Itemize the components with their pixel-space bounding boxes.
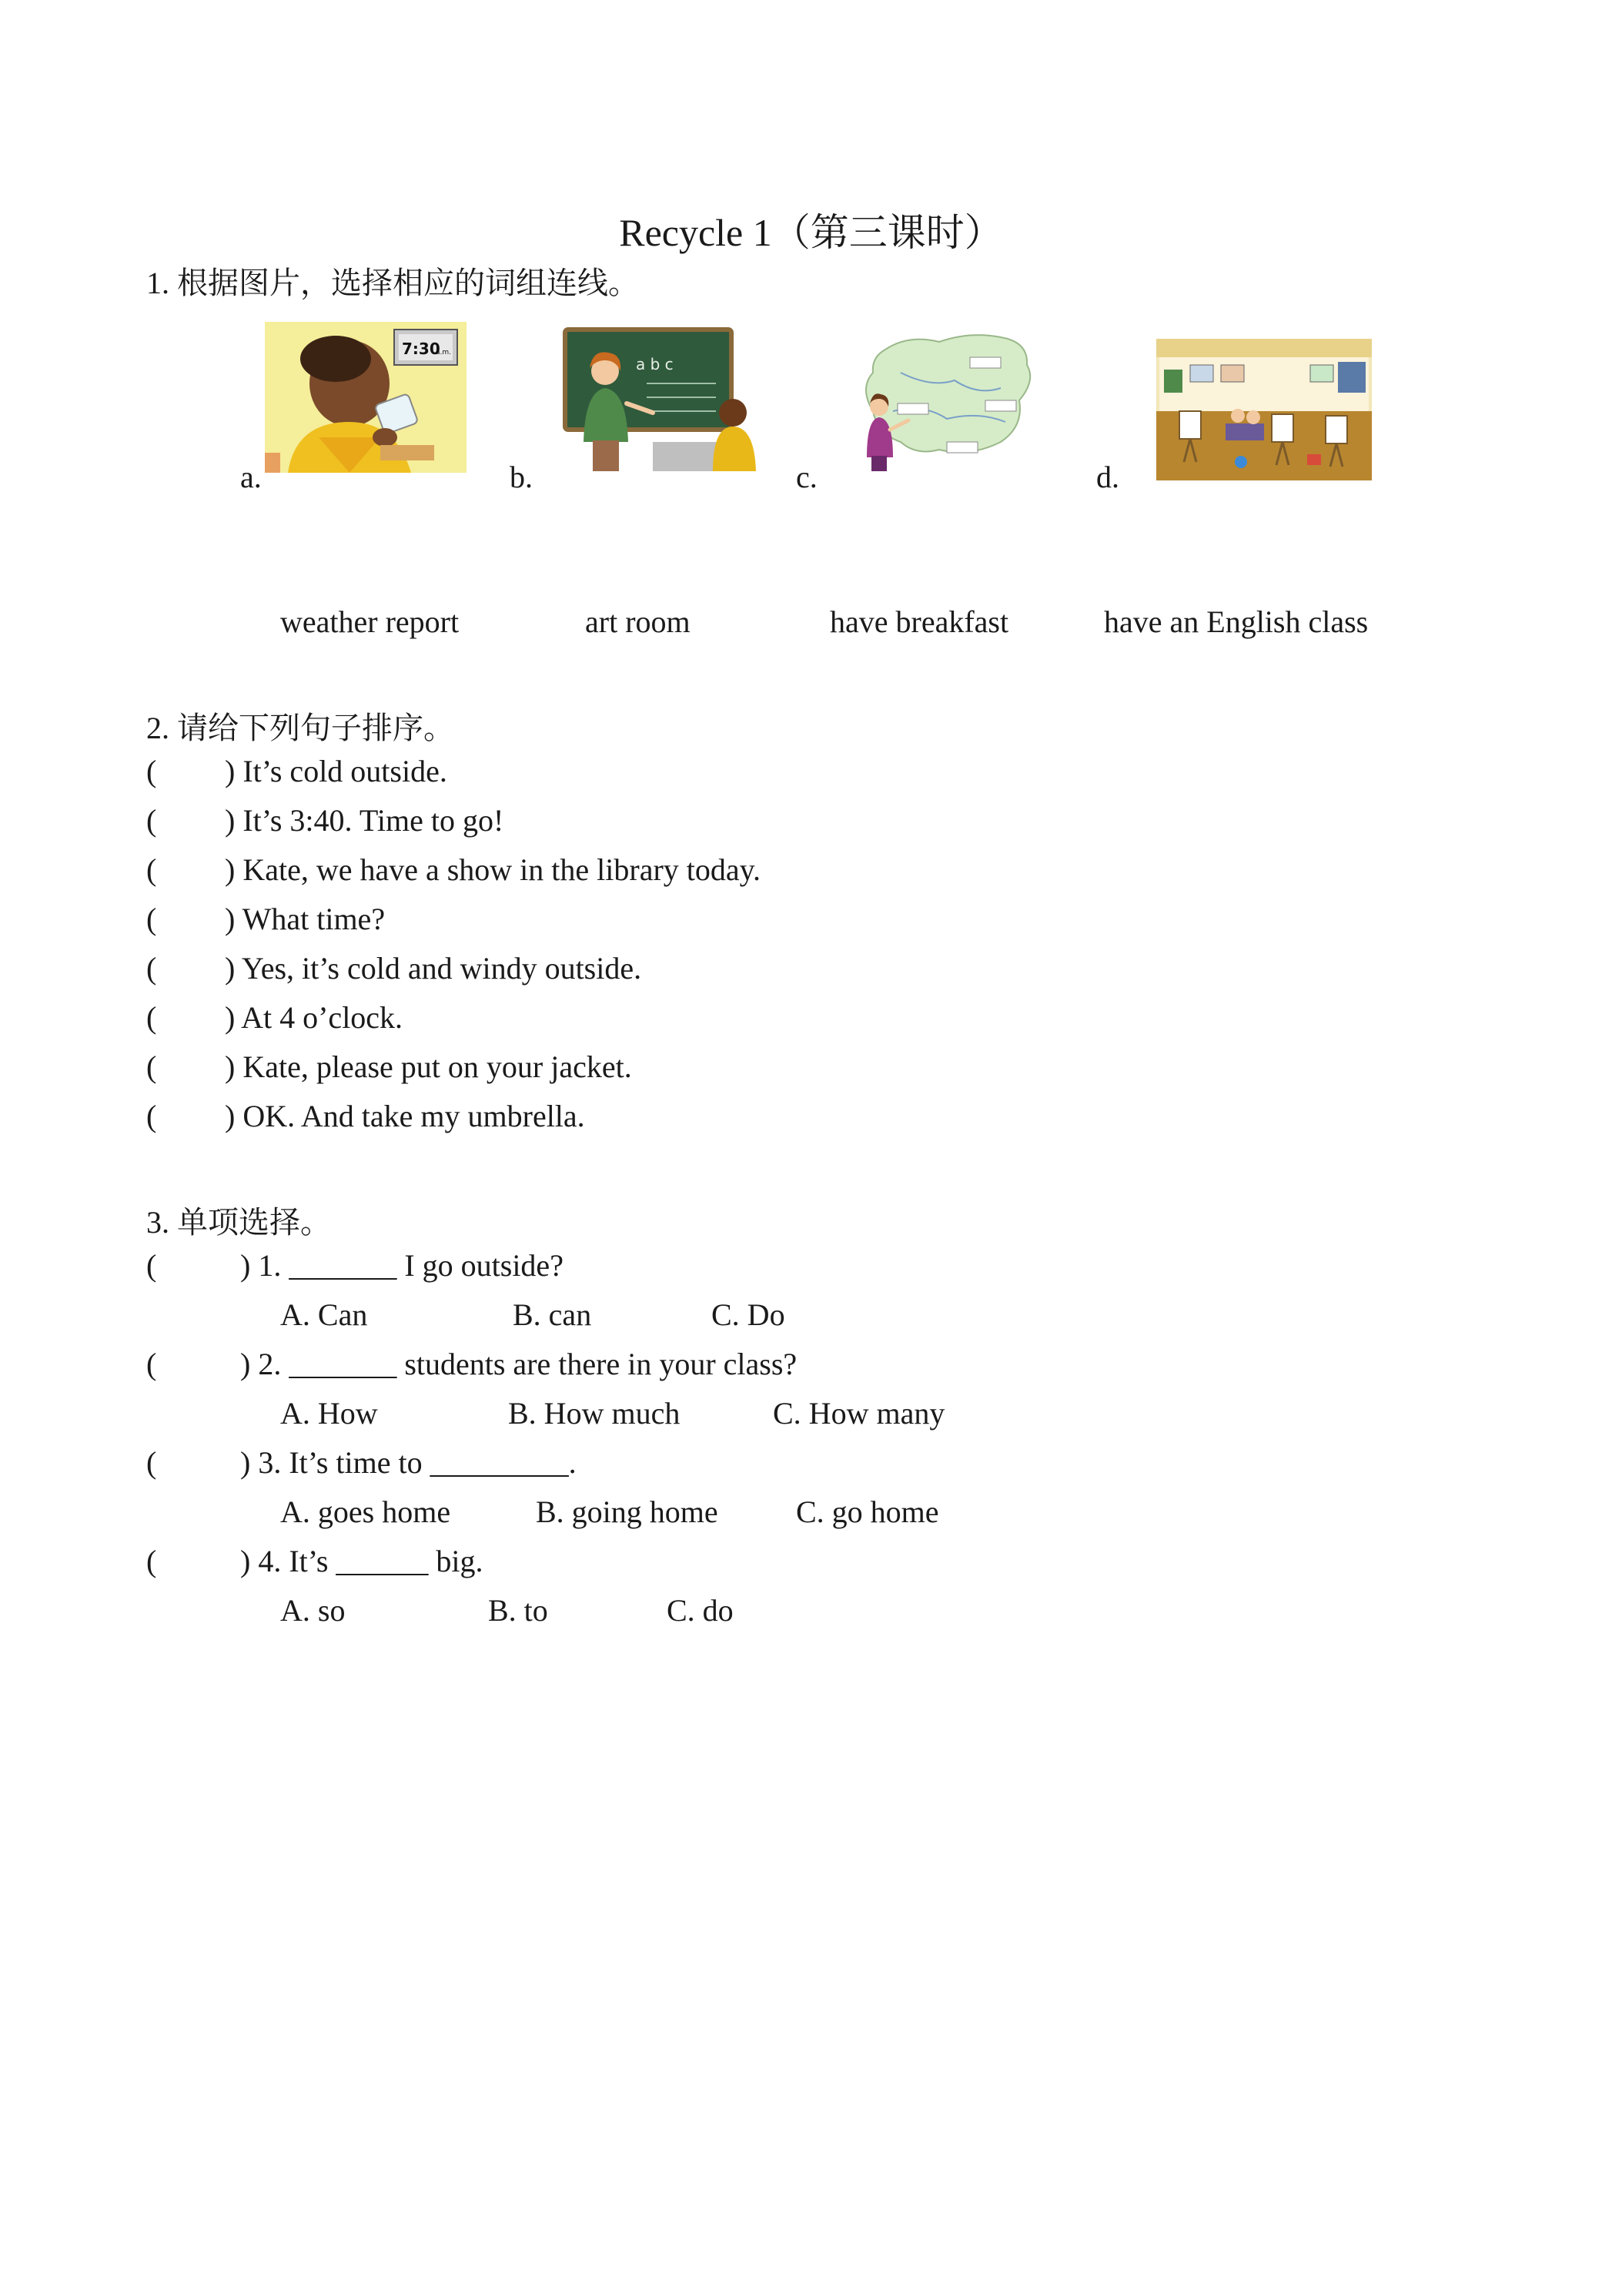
phrase-have-breakfast: have breakfast — [830, 604, 1009, 639]
option-b: B. to — [488, 1593, 548, 1628]
picture-letter-b: b. — [510, 460, 533, 494]
answer-blank-open[interactable]: ( — [146, 852, 157, 887]
option-a: A. so — [280, 1593, 346, 1628]
page-title: Recycle 1（第三课时） — [619, 211, 1003, 254]
ordering-sentence: ) Kate, please put on your jacket. — [225, 1049, 632, 1084]
option-b: B. How much — [508, 1396, 681, 1431]
ordering-sentence: ) It’s cold outside. — [225, 754, 447, 788]
ordering-sentence: ) Yes, it’s cold and windy outside. — [225, 951, 642, 986]
section-3-heading: 3. 单项选择。 — [146, 1205, 331, 1240]
phrase-art-room: art room — [585, 604, 691, 639]
section-2-heading: 2. 请给下列句子排序。 — [146, 711, 454, 745]
answer-blank-open[interactable]: ( — [146, 1248, 157, 1283]
picture-letter-c: c. — [796, 460, 818, 494]
answer-blank-open[interactable]: ( — [146, 1445, 157, 1480]
answer-blank-open[interactable]: ( — [146, 951, 157, 986]
phrase-weather-report: weather report — [280, 604, 460, 639]
option-a: A. How — [280, 1396, 378, 1431]
ordering-sentence: ) It’s 3:40. Time to go! — [225, 803, 504, 838]
answer-blank-open[interactable]: ( — [146, 803, 157, 838]
answer-blank-open[interactable]: ( — [146, 1000, 157, 1035]
option-c: C. How many — [773, 1396, 945, 1431]
ordering-sentence: ) At 4 o’clock. — [225, 1000, 403, 1035]
answer-blank-open[interactable]: ( — [146, 1347, 157, 1381]
answer-blank-open[interactable]: ( — [146, 754, 157, 788]
art-room-icon — [1156, 339, 1372, 480]
ordering-sentence: ) OK. And take my umbrella. — [225, 1099, 585, 1133]
answer-blank-open[interactable]: ( — [146, 1544, 157, 1578]
board-text: a b c — [636, 355, 674, 373]
option-a: A. goes home — [280, 1494, 451, 1529]
option-b: B. can — [513, 1297, 592, 1332]
option-a: A. Can — [280, 1297, 368, 1332]
question-stem: ) 4. It’s ______ big. — [240, 1544, 483, 1578]
clock-suffix: a.m. — [436, 349, 452, 356]
option-c: C. go home — [796, 1494, 939, 1529]
picture-letter-a: a. — [240, 460, 262, 494]
option-c: C. do — [667, 1593, 734, 1628]
question-stem: ) 2. _______ students are there in your class? — [240, 1347, 798, 1381]
question-stem: ) 1. _______ I go outside? — [240, 1248, 564, 1283]
teacher-blackboard-icon — [562, 326, 759, 473]
ordering-sentence: ) What time? — [225, 902, 386, 936]
answer-blank-open[interactable]: ( — [146, 902, 157, 936]
section-1-heading: 1. 根据图片，选择相应的词组连线。 — [146, 266, 639, 300]
answer-blank-open[interactable]: ( — [146, 1049, 157, 1084]
boy-drinking-clock-icon — [265, 322, 467, 473]
option-c: C. Do — [711, 1297, 785, 1332]
clock-time: 7:30 — [402, 340, 440, 358]
weather-map-icon — [854, 326, 1039, 473]
option-b: B. going home — [536, 1494, 718, 1529]
phrase-have-an-english-class: have an English class — [1104, 604, 1369, 639]
ordering-sentence: ) Kate, we have a show in the library today. — [225, 852, 761, 887]
picture-letter-d: d. — [1096, 460, 1119, 494]
question-stem: ) 3. It’s time to _________. — [240, 1445, 577, 1480]
answer-blank-open[interactable]: ( — [146, 1099, 157, 1133]
